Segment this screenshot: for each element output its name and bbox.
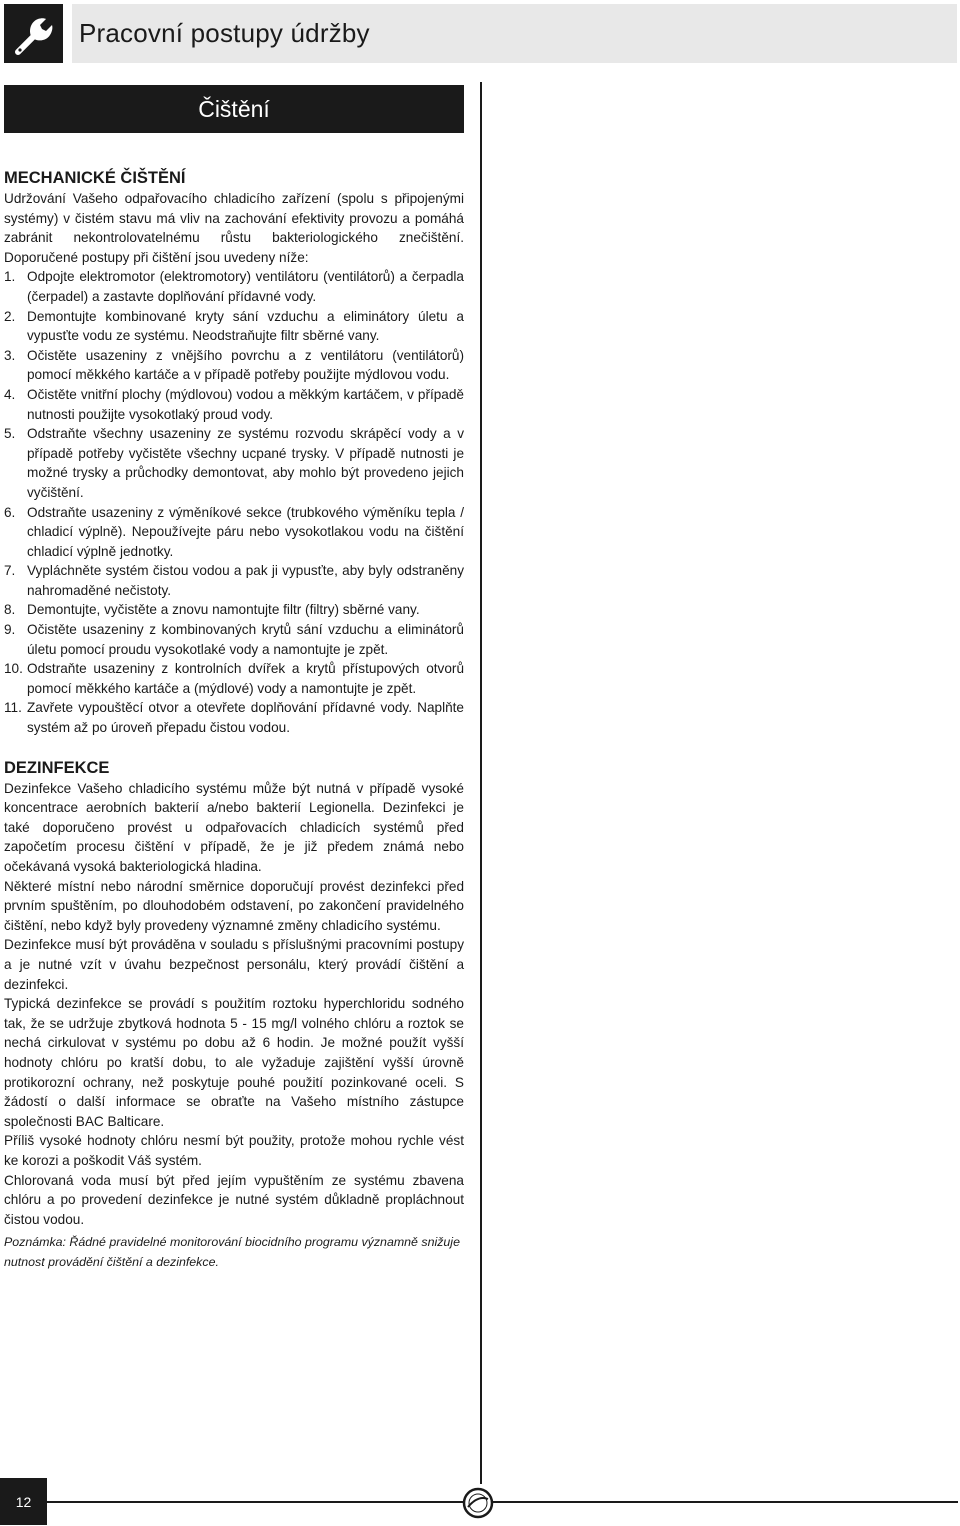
column-divider: [480, 82, 482, 1484]
step-number: 11.: [4, 700, 22, 716]
list-item: [4, 346, 464, 385]
step-number: 4.: [4, 386, 16, 402]
note-text: Poznámka: Řádné pravidelné monitorování biocidního programu významně snižuje nutnost provádění čištění a dezinfekce.: [4, 1235, 460, 1269]
wrench-icon: [12, 12, 56, 56]
list-item: [4, 307, 464, 346]
list-item: [4, 503, 464, 562]
step-text: Očistěte usazeniny z vnějšího povrchu a z ventilátoru (ventilátorů) pomocí měkkého kartáče a v případě potřeby použijte mýdlovou vodu.: [27, 347, 464, 383]
list-item: [4, 698, 464, 737]
list-item: [4, 267, 464, 306]
step-text: Očistěte vnitřní plochy (mýdlovou) vodou a měkkým kartáčem, v případě nutnosti použijte vysokotlaký proud vody.: [27, 386, 464, 422]
list-item: [4, 561, 464, 600]
step-text: Vypláchněte systém čistou vodou a pak ji vypusťte, aby byly odstraněny nahromaděné nečistoty.: [27, 563, 464, 598]
section-banner: [4, 85, 464, 133]
header-bar: [72, 4, 957, 63]
cleaning-steps: [4, 267, 464, 737]
bac-logo-icon: [462, 1487, 494, 1519]
disinfection-paragraph: Typická dezinfekce se provádí s použitím roztoku hyperchloridu sodného tak, že se udržuje zbytková hodnota 5 - 15 mg/l volného chlóru a roztok se nechá cirkulovat v systému po dobu až 6 hodin. Je možné použít vyšší hodnoty chlóru po kratší dobu, to ale vyžaduje zajištění vyšší úrovně protikorozní ochrany, než poskytuje pouhé použití pozinkované oceli. S žádostí o další informace se obraťte na Vašeho místního zástupce společnosti BAC Balticare.: [4, 996, 464, 1129]
step-text: Demontujte, vyčistěte a znovu namontujte filtr (filtry) sběrné vany.: [27, 602, 420, 618]
step-number: 10.: [4, 661, 23, 677]
step-text: Odstraňte usazeniny z kontrolních dvířek a krytů přístupových otvorů pomocí měkkého kartáče a (mýdlové) vody a namontujte je zpět.: [27, 661, 464, 696]
step-text: Odstraňte usazeniny z výměníkové sekce (trubkového výměníku tepla / chladicí výplně). Nepoužívejte páru nebo vysokotlakou vodu na čištění chladicí výplně jednotky.: [27, 504, 464, 559]
mechanical-intro: Udržování Vašeho odpařovacího chladicího zařízení (spolu s připojenými systémy) v čistém stavu má vliv na zachování efektivity provozu a pomáhá zabránit nekontrolovatelnému růstu bakteriologického znečištění. Doporučené postupy při čištění jsou uvedeny níže:: [4, 191, 464, 265]
step-number: 6.: [4, 504, 16, 520]
page-number-label: 12: [15, 1493, 32, 1510]
disinfection-paragraph: Chlorovaná voda musí být před jejím vypuštěním ze systému zbavena chlóru a po provedení dezinfekce je nutné systém důkladně propláchnout čistou vodou.: [4, 1172, 464, 1227]
step-number: 7.: [4, 563, 16, 579]
list-item: [4, 424, 464, 502]
step-number: 5.: [4, 426, 16, 442]
disinfection-heading: DEZINFEKCE: [4, 758, 110, 777]
step-text: Odpojte elektromotor (elektromotory) ventilátoru (ventilátorů) a čerpadla (čerpadel) a zastavte doplňování přídavné vody.: [27, 269, 464, 304]
disinfection-paragraph: Některé místní nebo národní směrnice doporučují provést dezinfekci před prvním spuštěním, po dlouhodobém odstavení, po zakončení pravidelného čištění, nebo když byly provedeny významné změny chladicího systému.: [4, 878, 464, 933]
step-text: Demontujte kombinované kryty sání vzduchu a eliminátory úletu a vypusťte vodu ze systému. Neodstraňujte filtr sběrné vany.: [27, 308, 464, 344]
mechanical-heading: MECHANICKÉ ČIŠTĚNÍ: [4, 169, 186, 187]
step-number: 9.: [4, 622, 16, 638]
section-gap: [4, 738, 464, 758]
section-title: Čištění: [198, 95, 270, 122]
disinfection-paragraph: Dezinfekce musí být prováděna v souladu s příslušnými pracovními postupy a je nutné vzít v úvahu bezpečnost personálu, který provádí čištění a dezinfekci.: [4, 937, 464, 992]
list-item: [4, 385, 464, 424]
step-number: 3.: [4, 347, 16, 363]
footer-line: [47, 1501, 958, 1503]
step-text: Očistěte usazeniny z kombinovaných krytů sání vzduchu a eliminátorů úletu pomocí proudu vysokotlaké vody a namontujte je zpět.: [27, 622, 464, 657]
page-number: [0, 1478, 47, 1525]
step-number: 2.: [4, 308, 16, 324]
step-text: Zavřete vypouštěcí otvor a otevřete doplňování přídavné vody. Naplňte systém až po úroveň přepadu čistou vodou.: [27, 700, 464, 736]
step-number: 1.: [4, 269, 16, 285]
header-icon-box: [4, 4, 63, 63]
list-item: [4, 659, 464, 698]
disinfection-paragraph: Dezinfekce Vašeho chladicího systému může být nutná v případě vysoké koncentrace aerobních bakterií a/nebo bakterií Legionella. Dezinfekci je také doporučeno provést u odpařovacích chladicích systémů před započetím procesu čištění v případě, že je již předem známá nebo očekávaná vysoká bakteriologická hladina.: [4, 780, 464, 874]
disinfection-paragraph: Příliš vysoké hodnoty chlóru nesmí být použity, protože mohou rychle vést ke korozi a poškodit Váš systém.: [4, 1133, 464, 1168]
step-number: 8.: [4, 602, 16, 618]
main-content: [4, 168, 464, 1272]
list-item: [4, 620, 464, 659]
list-item: [4, 600, 464, 620]
step-text: Odstraňte všechny usazeniny ze systému rozvodu skrápěcí vody a v případě potřeby vyčistěte všechny ucpané trysky. V případě nutnosti je možné trysky a průchodky demontovat, aby mohlo být provedeno jejich vyčištění.: [27, 426, 464, 500]
page-title: Pracovní postupy údržby: [79, 18, 370, 48]
